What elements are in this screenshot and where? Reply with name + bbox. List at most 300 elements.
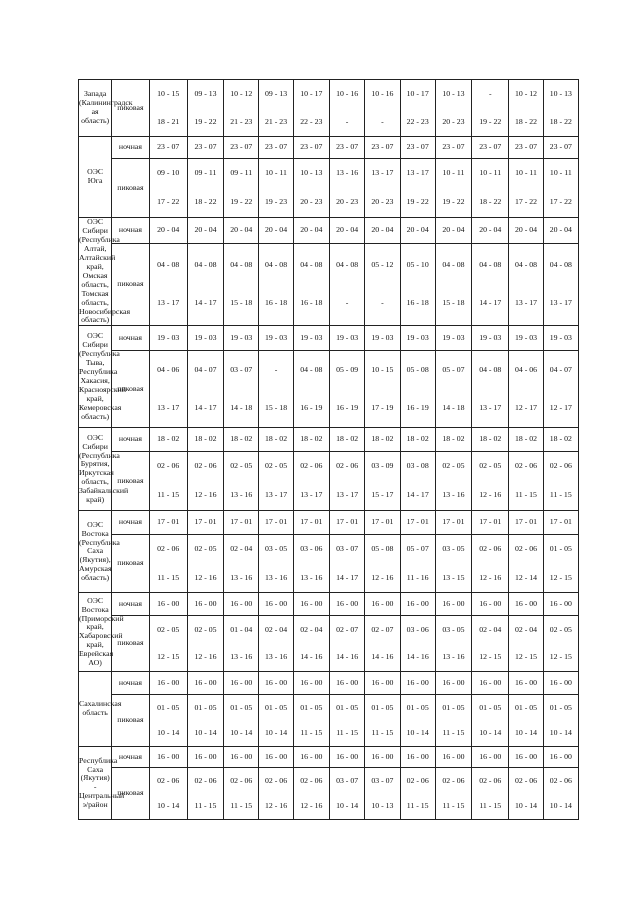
time-range: 03 - 05: [442, 544, 465, 554]
time-range: 13 - 17: [371, 168, 394, 178]
time-range: 02 - 04: [479, 624, 502, 634]
region-name-line: Сахалинская: [79, 699, 122, 709]
time-cell-content: [294, 747, 329, 767]
time-range: 19 - 23: [265, 197, 288, 207]
time-range: 13 - 17: [406, 168, 429, 178]
region-name-line: (Республика: [79, 349, 120, 359]
time-range: 13 - 17: [157, 402, 180, 412]
time-cell: [259, 452, 293, 511]
time-range: 01 - 05: [549, 544, 572, 554]
region-name-line: край,: [86, 393, 104, 403]
time-cell-content: [259, 672, 292, 694]
table-row: [79, 243, 579, 326]
time-cell: [224, 672, 259, 695]
time-cell: [472, 428, 509, 452]
time-range: 15 - 18: [265, 402, 288, 412]
time-cell: [509, 672, 543, 695]
table-row: [79, 672, 579, 695]
time-range: 09 - 11: [194, 168, 217, 178]
time-cell-content: [259, 80, 292, 136]
time-range: 10 - 14: [406, 728, 429, 738]
time-range: 13 - 17: [336, 490, 359, 500]
time-cell-content: [401, 535, 435, 592]
time-range: 23 - 07: [194, 142, 217, 152]
time-range: 03 - 09: [371, 461, 394, 471]
time-range: 11 - 15: [371, 728, 394, 738]
time-range: 18 - 02: [336, 434, 359, 444]
time-cell: [259, 80, 293, 137]
time-cell-content: [330, 535, 364, 592]
time-range: 23 - 07: [157, 142, 180, 152]
time-cell: [259, 159, 293, 218]
time-range: 16 - 00: [157, 598, 180, 608]
time-cell: [472, 535, 509, 593]
time-cell: [472, 452, 509, 511]
time-cell-content: [294, 695, 329, 746]
time-range: 02 - 06: [406, 775, 429, 785]
time-cell-content: [188, 326, 223, 350]
time-cell-content: [294, 768, 329, 819]
time-range: 11 - 15: [157, 490, 180, 500]
time-cell: [543, 593, 578, 616]
time-range: 04 - 07: [549, 364, 572, 374]
time-cell-content: [294, 80, 329, 136]
time-range: 18 - 21: [157, 116, 180, 126]
time-range: 20 - 04: [230, 224, 253, 234]
time-range: 23 - 07: [479, 142, 502, 152]
time-range: 03 - 05: [442, 624, 465, 634]
time-range: 11 - 15: [515, 490, 537, 500]
time-range: 03 - 07: [371, 775, 394, 785]
time-cell-content: [436, 695, 471, 746]
time-cell: [543, 695, 578, 747]
time-range: 10 - 14: [230, 728, 253, 738]
time-cell-content: [150, 672, 187, 694]
time-range: 18 - 22: [549, 116, 572, 126]
region-name: [79, 747, 125, 820]
time-cell-content: [330, 219, 364, 242]
period-type: пиковая: [112, 351, 149, 428]
time-cell: [329, 218, 364, 244]
region-name-line: ая область): [81, 107, 110, 125]
time-cell: [187, 695, 223, 747]
time-cell-content: [188, 593, 223, 615]
table-row: [79, 80, 579, 137]
time-cell-content: [436, 511, 471, 534]
table-row: [79, 695, 579, 747]
time-range: 18 - 02: [371, 434, 394, 444]
time-cell-content: [294, 326, 329, 350]
time-cell-content: [259, 351, 292, 427]
time-cell: [293, 747, 329, 768]
time-cell-content: [188, 695, 223, 746]
time-range: 13 - 16: [300, 572, 323, 582]
time-cell-content: [401, 326, 435, 350]
time-cell-content: [472, 593, 508, 615]
time-cell: [187, 535, 223, 593]
time-cell: [149, 218, 187, 244]
time-cell: [329, 695, 364, 747]
time-cell-content: [188, 351, 223, 427]
time-cell-content: [436, 672, 471, 694]
time-cell: [293, 428, 329, 452]
region-name-line: Республика: [79, 366, 118, 376]
time-cell-content: [401, 511, 435, 534]
time-cell: [329, 672, 364, 695]
time-cell: [509, 80, 543, 137]
time-cell-content: [150, 326, 187, 350]
region-name-line: область,: [81, 297, 109, 307]
time-cell: [293, 326, 329, 351]
time-cell: [187, 616, 223, 672]
time-range: 05 - 10: [406, 259, 429, 269]
time-cell-content: [472, 137, 508, 158]
time-range: 22 - 23: [300, 116, 323, 126]
time-cell: [329, 326, 364, 351]
time-range: 10 - 13: [371, 801, 394, 811]
time-cell: [543, 616, 578, 672]
time-cell: [543, 747, 578, 768]
time-cell: [187, 159, 223, 218]
time-cell: [435, 351, 471, 428]
time-range: 16 - 00: [479, 751, 502, 761]
time-cell-content: [224, 80, 258, 136]
time-cell: [435, 137, 471, 159]
time-range: 12 - 15: [514, 652, 538, 662]
time-cell: [400, 137, 435, 159]
time-cell-content: [150, 159, 187, 217]
time-cell-content: [294, 511, 329, 534]
time-range: 19 - 03: [406, 332, 429, 342]
time-range: 02 - 06: [514, 544, 538, 554]
region-name-line: Амурская: [79, 564, 112, 574]
time-cell: [224, 535, 259, 593]
time-cell: [400, 747, 435, 768]
time-range: 01 - 04: [230, 624, 253, 634]
time-cell-content: [259, 593, 292, 615]
time-cell: [435, 326, 471, 351]
time-range: 20 - 23: [442, 116, 465, 126]
time-cell: [543, 80, 578, 137]
time-cell-content: [150, 428, 187, 451]
time-cell: [509, 137, 543, 159]
time-range: 02 - 05: [194, 544, 217, 554]
time-cell: [365, 768, 400, 820]
time-cell: [472, 218, 509, 244]
time-cell: [400, 593, 435, 616]
time-cell: [543, 218, 578, 244]
time-cell: [329, 243, 364, 326]
time-cell-content: [259, 452, 292, 510]
time-cell-content: [401, 452, 435, 510]
table-row: [79, 593, 579, 616]
time-range: 20 - 23: [300, 197, 323, 207]
time-cell-content: [436, 219, 471, 242]
time-range: 12 - 16: [371, 572, 394, 582]
time-cell: [509, 768, 543, 820]
time-cell: [365, 326, 400, 351]
time-range: 02 - 05: [194, 624, 217, 634]
time-cell-content: [401, 159, 435, 217]
period-type: пиковая: [112, 243, 149, 326]
time-range: 13 - 16: [265, 652, 288, 662]
time-range: 01 - 05: [514, 702, 538, 712]
time-cell: [543, 243, 578, 326]
time-cell: [509, 428, 543, 452]
time-range: 04 - 08: [230, 259, 253, 269]
time-range: 16 - 00: [300, 751, 323, 761]
time-range: 13 - 17: [549, 298, 572, 308]
time-cell-content: [401, 593, 435, 615]
time-range: 01 - 05: [194, 702, 217, 712]
time-range: 02 - 05: [479, 461, 502, 471]
time-cell: [329, 159, 364, 218]
time-cell: [509, 747, 543, 768]
time-cell: [543, 159, 578, 218]
time-cell-content: [330, 511, 364, 534]
time-range: 15 - 18: [230, 298, 253, 308]
time-range: 14 - 17: [406, 490, 429, 500]
time-cell: [149, 616, 187, 672]
time-cell: [472, 243, 509, 326]
time-range: 16 - 00: [371, 751, 394, 761]
time-cell-content: [188, 452, 223, 510]
time-range: 12 - 17: [549, 402, 572, 412]
time-range: 01 - 05: [157, 702, 180, 712]
time-cell: [187, 80, 223, 137]
time-range: 01 - 05: [442, 702, 465, 712]
time-cell: [509, 616, 543, 672]
time-cell-content: [472, 511, 508, 534]
time-range: 11 - 15: [479, 801, 502, 811]
time-cell-content: [224, 159, 258, 217]
time-range: 02 - 05: [265, 461, 288, 471]
region-name-line: ОЭС Востока: [81, 519, 109, 538]
time-cell: [224, 428, 259, 452]
time-cell-content: [330, 159, 364, 217]
time-cell: [329, 351, 364, 428]
time-range: 12 - 14: [514, 572, 538, 582]
time-range: 04 - 08: [479, 364, 502, 374]
time-cell: [435, 616, 471, 672]
time-range: 16 - 00: [371, 598, 394, 608]
time-cell-content: [544, 219, 578, 242]
time-range: 12 - 16: [194, 490, 217, 500]
time-cell-content: [224, 326, 258, 350]
time-cell-content: [472, 80, 508, 136]
time-range: 14 - 17: [336, 572, 359, 582]
time-range: 02 - 06: [157, 544, 180, 554]
region-name-line: (Республика: [79, 234, 120, 244]
time-range: 10 - 14: [157, 728, 180, 738]
time-cell-content: [436, 351, 471, 427]
time-cell: [187, 511, 223, 535]
time-range: 16 - 00: [479, 598, 502, 608]
time-range: 13 - 17: [514, 298, 538, 308]
region-name-line: Томская: [81, 288, 109, 298]
time-range: 16 - 00: [230, 677, 253, 687]
time-cell: [365, 695, 400, 747]
time-range: 16 - 19: [336, 402, 359, 412]
time-range: 18 - 02: [442, 434, 465, 444]
time-cell: [400, 326, 435, 351]
time-range: 04 - 08: [442, 259, 465, 269]
time-range: 20 - 04: [194, 224, 217, 234]
time-cell: [224, 80, 259, 137]
time-range: 10 - 14: [194, 728, 217, 738]
time-range: 10 - 12: [514, 88, 538, 98]
time-cell: [400, 695, 435, 747]
time-cell: [509, 695, 543, 747]
time-cell: [259, 511, 293, 535]
period-type: ночная: [112, 428, 149, 452]
time-cell-content: [188, 768, 223, 819]
time-cell: [293, 218, 329, 244]
time-cell-content: [436, 452, 471, 510]
time-cell: [509, 326, 543, 351]
table-row: [79, 616, 579, 672]
time-range: 03 - 07: [230, 364, 253, 374]
time-range: 14 - 16: [371, 652, 394, 662]
time-cell-content: [436, 428, 471, 451]
time-cell: [259, 747, 293, 768]
region-name-line: край, Еврейская: [79, 640, 114, 659]
time-cell-content: [150, 616, 187, 671]
time-range: 18 - 02: [479, 434, 502, 444]
time-cell-content: [509, 535, 542, 592]
time-range: 10 - 14: [514, 801, 538, 811]
table-row: [79, 428, 579, 452]
time-range: 02 - 04: [514, 624, 538, 634]
time-cell: [293, 616, 329, 672]
time-range: 19 - 22: [194, 116, 217, 126]
time-range: 17 - 01: [157, 517, 180, 527]
time-range: 16 - 00: [300, 598, 323, 608]
time-cell-content: [224, 616, 258, 671]
time-cell: [543, 672, 578, 695]
period-type: пиковая: [112, 695, 149, 747]
time-range: 12 - 16: [194, 652, 217, 662]
time-range: 16 - 00: [157, 751, 180, 761]
time-range: 09 - 11: [230, 168, 253, 178]
time-cell: [224, 747, 259, 768]
time-range: 14 - 18: [442, 402, 465, 412]
time-cell-content: [294, 428, 329, 451]
time-cell: [293, 351, 329, 428]
time-cell: [472, 511, 509, 535]
time-range: 22 - 23: [406, 116, 429, 126]
time-cell-content: [188, 672, 223, 694]
time-cell: [365, 428, 400, 452]
period-type: ночная: [112, 326, 149, 351]
time-cell-content: [365, 768, 399, 819]
time-range: 16 - 00: [406, 598, 429, 608]
time-cell: [187, 326, 223, 351]
time-cell: [365, 243, 400, 326]
time-cell-content: [259, 535, 292, 592]
time-cell-content: [544, 672, 578, 694]
time-range: 04 - 08: [549, 259, 572, 269]
time-cell-content: [472, 747, 508, 767]
region-name-line: (Приморский: [79, 613, 124, 623]
time-cell: [543, 452, 578, 511]
time-range: 10 - 11: [515, 168, 537, 178]
region-name-line: Хабаровский: [79, 631, 123, 641]
time-range: 10 - 14: [479, 728, 502, 738]
time-cell: [329, 593, 364, 616]
time-cell: [400, 535, 435, 593]
time-cell-content: [401, 672, 435, 694]
time-range: 12 - 15: [479, 652, 502, 662]
time-cell: [435, 511, 471, 535]
time-range: 02 - 06: [479, 775, 502, 785]
time-range: 19 - 22: [442, 197, 465, 207]
time-range: 10 - 14: [336, 801, 359, 811]
time-cell: [472, 672, 509, 695]
time-cell: [259, 535, 293, 593]
time-range: 12 - 16: [479, 572, 502, 582]
time-range: 20 - 04: [514, 224, 538, 234]
time-cell: [293, 511, 329, 535]
time-range: 03 - 07: [336, 775, 359, 785]
time-cell: [543, 768, 578, 820]
time-cell-content: [365, 535, 399, 592]
time-range: 21 - 23: [265, 116, 288, 126]
time-range: 12 - 15: [549, 652, 572, 662]
time-cell-content: [544, 80, 578, 136]
time-cell-content: [509, 159, 542, 217]
time-cell: [400, 511, 435, 535]
time-range: 16 - 00: [549, 677, 572, 687]
time-cell-content: [472, 428, 508, 451]
time-cell: [224, 616, 259, 672]
time-cell-content: [224, 672, 258, 694]
time-cell: [435, 428, 471, 452]
time-cell-content: [544, 695, 578, 746]
table-row: [79, 326, 579, 351]
time-range: 01 - 05: [371, 702, 394, 712]
period-type: ночная: [112, 593, 149, 616]
time-range: 12 - 17: [514, 402, 538, 412]
time-range: 02 - 06: [336, 461, 359, 471]
time-range: 02 - 06: [479, 544, 502, 554]
region-name: [79, 428, 129, 511]
time-cell: [435, 593, 471, 616]
time-cell: [365, 747, 400, 768]
time-cell: [365, 616, 400, 672]
time-cell: [224, 695, 259, 747]
time-range: 16 - 00: [371, 677, 394, 687]
time-range: 11 - 15: [157, 572, 180, 582]
time-cell: [149, 747, 187, 768]
time-range: 17 - 19: [371, 402, 394, 412]
region-name-line: (Республика: [79, 537, 120, 547]
time-cell: [149, 672, 187, 695]
time-cell: [224, 159, 259, 218]
time-range: 16 - 00: [406, 677, 429, 687]
time-range: 16 - 00: [157, 677, 180, 687]
time-range: 10 - 15: [157, 88, 180, 98]
time-range: 04 - 06: [514, 364, 538, 374]
time-range: 02 - 06: [549, 461, 572, 471]
time-cell-content: [472, 672, 508, 694]
time-range: 13 - 15: [442, 572, 465, 582]
time-range: 10 - 14: [265, 728, 288, 738]
time-cell-content: [436, 137, 471, 158]
time-cell: [365, 452, 400, 511]
time-range: 13 - 16: [442, 490, 465, 500]
time-cell: [365, 159, 400, 218]
